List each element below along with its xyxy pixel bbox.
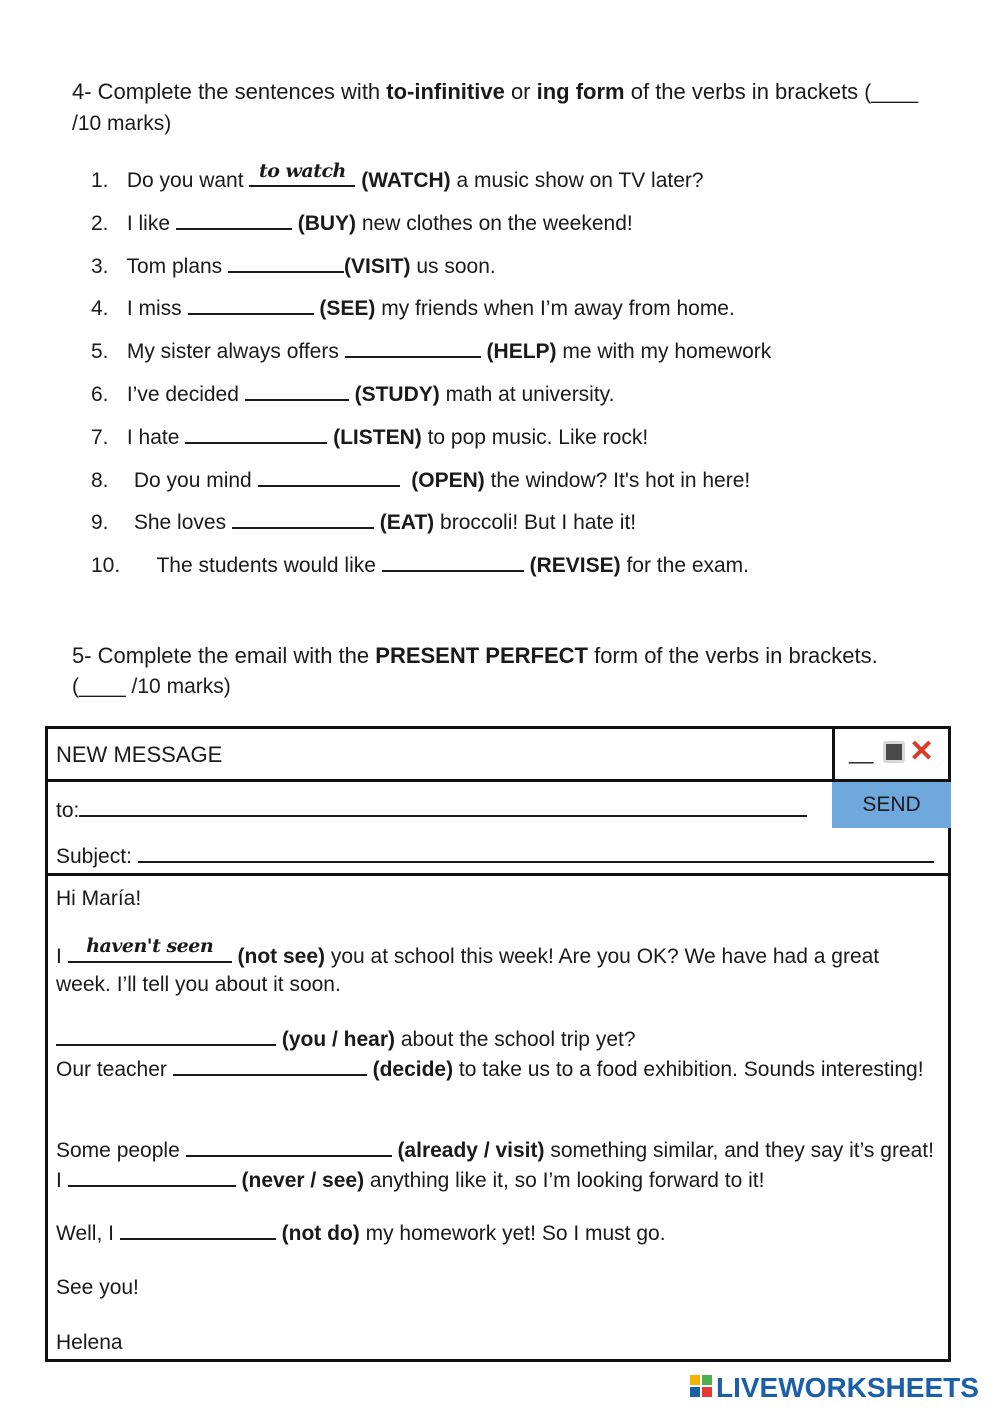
email-blank-3[interactable] — [173, 1054, 367, 1076]
exercise-item-10 — [91, 550, 749, 579]
header-divider — [48, 873, 948, 876]
answer-blank-7[interactable] — [185, 422, 327, 444]
subject-label: Subject: — [56, 845, 132, 868]
answer-blank-5[interactable] — [345, 336, 481, 358]
item-text: I like — [126, 212, 176, 235]
email-signature: Helena — [56, 1331, 123, 1354]
answer-blank-1[interactable] — [249, 160, 355, 187]
verb-prompt: (not do) — [281, 1222, 360, 1245]
heading-bold-present-perfect: PRESENT PERFECT — [375, 643, 588, 668]
verb-prompt: (VISIT) — [344, 255, 411, 278]
verb-prompt: (WATCH) — [361, 169, 451, 192]
send-button[interactable]: SEND — [832, 782, 951, 828]
answer-blank-8[interactable] — [258, 465, 400, 487]
heading-bold-to-infinitive: to-infinitive — [386, 79, 505, 104]
email-text: you at school this week! Are you OK? We have had a great week. I’ll tell you about it soon. — [56, 945, 880, 996]
email-text: I — [56, 945, 68, 968]
item-text: My sister always offers — [126, 340, 345, 363]
answer-blank-2[interactable] — [176, 208, 292, 230]
close-icon[interactable]: ✕ — [909, 735, 935, 768]
verb-prompt: (decide) — [372, 1058, 454, 1081]
heading-bold-ing-form: ing form — [536, 79, 625, 104]
to-field-row — [56, 795, 807, 823]
email-paragraph-3 — [56, 1135, 936, 1195]
email-compose-window — [45, 726, 951, 1362]
item-number: 8. — [91, 469, 109, 492]
item-number: 5. — [91, 340, 109, 363]
heading-text: or — [504, 79, 537, 104]
verb-prompt: (STUDY) — [354, 383, 440, 406]
exercise-item-3 — [91, 251, 496, 280]
verb-prompt: (already / visit) — [397, 1139, 545, 1162]
exercise-item-9 — [91, 507, 636, 536]
item-number: 6. — [91, 383, 109, 406]
verb-prompt: (SEE) — [319, 297, 376, 320]
email-greeting: Hi María! — [56, 887, 142, 910]
minimize-icon[interactable]: __ — [849, 739, 874, 764]
email-text: anything like it, so I’m looking forward to it! — [364, 1169, 765, 1192]
subject-field-row — [56, 841, 934, 869]
item-text: Do you mind — [133, 469, 258, 492]
email-blank-2[interactable] — [56, 1024, 276, 1046]
email-paragraph-4 — [56, 1218, 936, 1248]
item-number: 1. — [91, 169, 109, 192]
item-number: 4. — [91, 297, 109, 320]
heading-text: of the verbs in brackets — [624, 79, 865, 104]
item-text: the window? It's hot in here! — [484, 469, 751, 492]
verb-prompt: (HELP) — [486, 340, 557, 363]
item-text: The students would like — [156, 554, 382, 577]
verb-prompt: (REVISE) — [529, 554, 621, 577]
item-number: 9. — [91, 511, 109, 534]
email-text: Some people — [56, 1139, 186, 1162]
email-text: to take us to a food exhibition. Sounds interesting! — [453, 1058, 924, 1081]
verb-prompt: (LISTEN) — [333, 426, 422, 449]
email-text: my homework yet! So I must go. — [359, 1222, 666, 1245]
email-blank-5[interactable] — [68, 1165, 236, 1187]
maximize-icon[interactable] — [883, 741, 905, 763]
item-text: me with my homework — [556, 340, 772, 363]
item-number: 3. — [91, 255, 109, 278]
email-signoff: See you! — [56, 1276, 139, 1299]
verb-prompt: (OPEN) — [411, 469, 485, 492]
exercise-item-2 — [91, 208, 633, 237]
item-text: I miss — [126, 297, 188, 320]
email-paragraph-1 — [56, 935, 936, 999]
liveworksheets-logo — [690, 1372, 979, 1402]
verb-prompt: (not see) — [237, 945, 326, 968]
item-number: 2. — [91, 212, 109, 235]
answer-blank-6[interactable] — [245, 379, 349, 401]
item-number: 10. — [91, 554, 121, 577]
answer-blank-4[interactable] — [188, 293, 314, 315]
item-text: Tom plans — [126, 255, 229, 278]
email-text: Our teacher — [56, 1058, 173, 1081]
item-text: to pop music. Like rock! — [421, 426, 649, 449]
item-text: Do you want — [126, 169, 250, 192]
exercise-item-6 — [91, 379, 614, 408]
section-4-heading — [72, 77, 932, 139]
subject-input[interactable] — [138, 841, 934, 863]
verb-prompt: (EAT) — [379, 511, 435, 534]
item-text: broccoli! But I hate it! — [434, 511, 637, 534]
email-blank-1[interactable] — [68, 935, 232, 963]
verb-prompt: (never / see) — [241, 1169, 365, 1192]
item-text: She loves — [133, 511, 232, 534]
handwritten-answer: to watch — [258, 160, 346, 182]
answer-blank-9[interactable] — [232, 507, 374, 529]
handwritten-answer: haven't seen — [86, 935, 214, 957]
verb-prompt: (BUY) — [297, 212, 357, 235]
email-blank-4[interactable] — [186, 1135, 392, 1157]
item-text: a music show on TV later? — [450, 169, 704, 192]
to-label: to: — [56, 799, 80, 822]
to-input[interactable] — [79, 795, 807, 817]
email-blank-6[interactable] — [120, 1218, 276, 1240]
exercise-item-8 — [91, 465, 750, 494]
item-text: I’ve decided — [126, 383, 245, 406]
email-text: something similar, and they say it’s great! I — [56, 1139, 934, 1192]
item-text: math at university. — [439, 383, 615, 406]
item-number: 7. — [91, 426, 109, 449]
heading-text: 4- Complete the sentences with — [72, 79, 387, 104]
email-title-bar — [48, 729, 948, 782]
marks-indicator: (____ /10 marks) — [72, 675, 231, 698]
item-text: my friends when I’m away from home. — [375, 297, 735, 320]
liveworksheets-logo-icon — [690, 1375, 712, 1397]
item-text: for the exam. — [620, 554, 750, 577]
exercise-item-5 — [91, 336, 771, 365]
exercise-item-7 — [91, 422, 648, 451]
window-controls — [832, 729, 951, 779]
item-text: I hate — [126, 426, 186, 449]
section-5-heading — [72, 641, 932, 702]
email-paragraph-2 — [56, 1024, 936, 1084]
item-text: new clothes on the weekend! — [356, 212, 633, 235]
exercise-item-1 — [91, 160, 704, 194]
marks-indicator: (____ /10 marks) — [72, 81, 919, 135]
answer-blank-10[interactable] — [382, 550, 524, 572]
brand-text: LIVEWORKSHEETS — [716, 1372, 979, 1403]
heading-text: form of the verbs in brackets. — [587, 643, 878, 668]
email-text: Well, I — [56, 1222, 120, 1245]
verb-prompt: (you / hear) — [281, 1028, 396, 1051]
email-title: NEW MESSAGE — [56, 742, 223, 767]
heading-text: 5- Complete the email with the — [72, 643, 376, 668]
exercise-item-4 — [91, 293, 735, 322]
item-text: us soon. — [410, 255, 496, 278]
answer-blank-3[interactable] — [228, 251, 344, 273]
email-text: about the school trip yet? — [395, 1028, 636, 1051]
